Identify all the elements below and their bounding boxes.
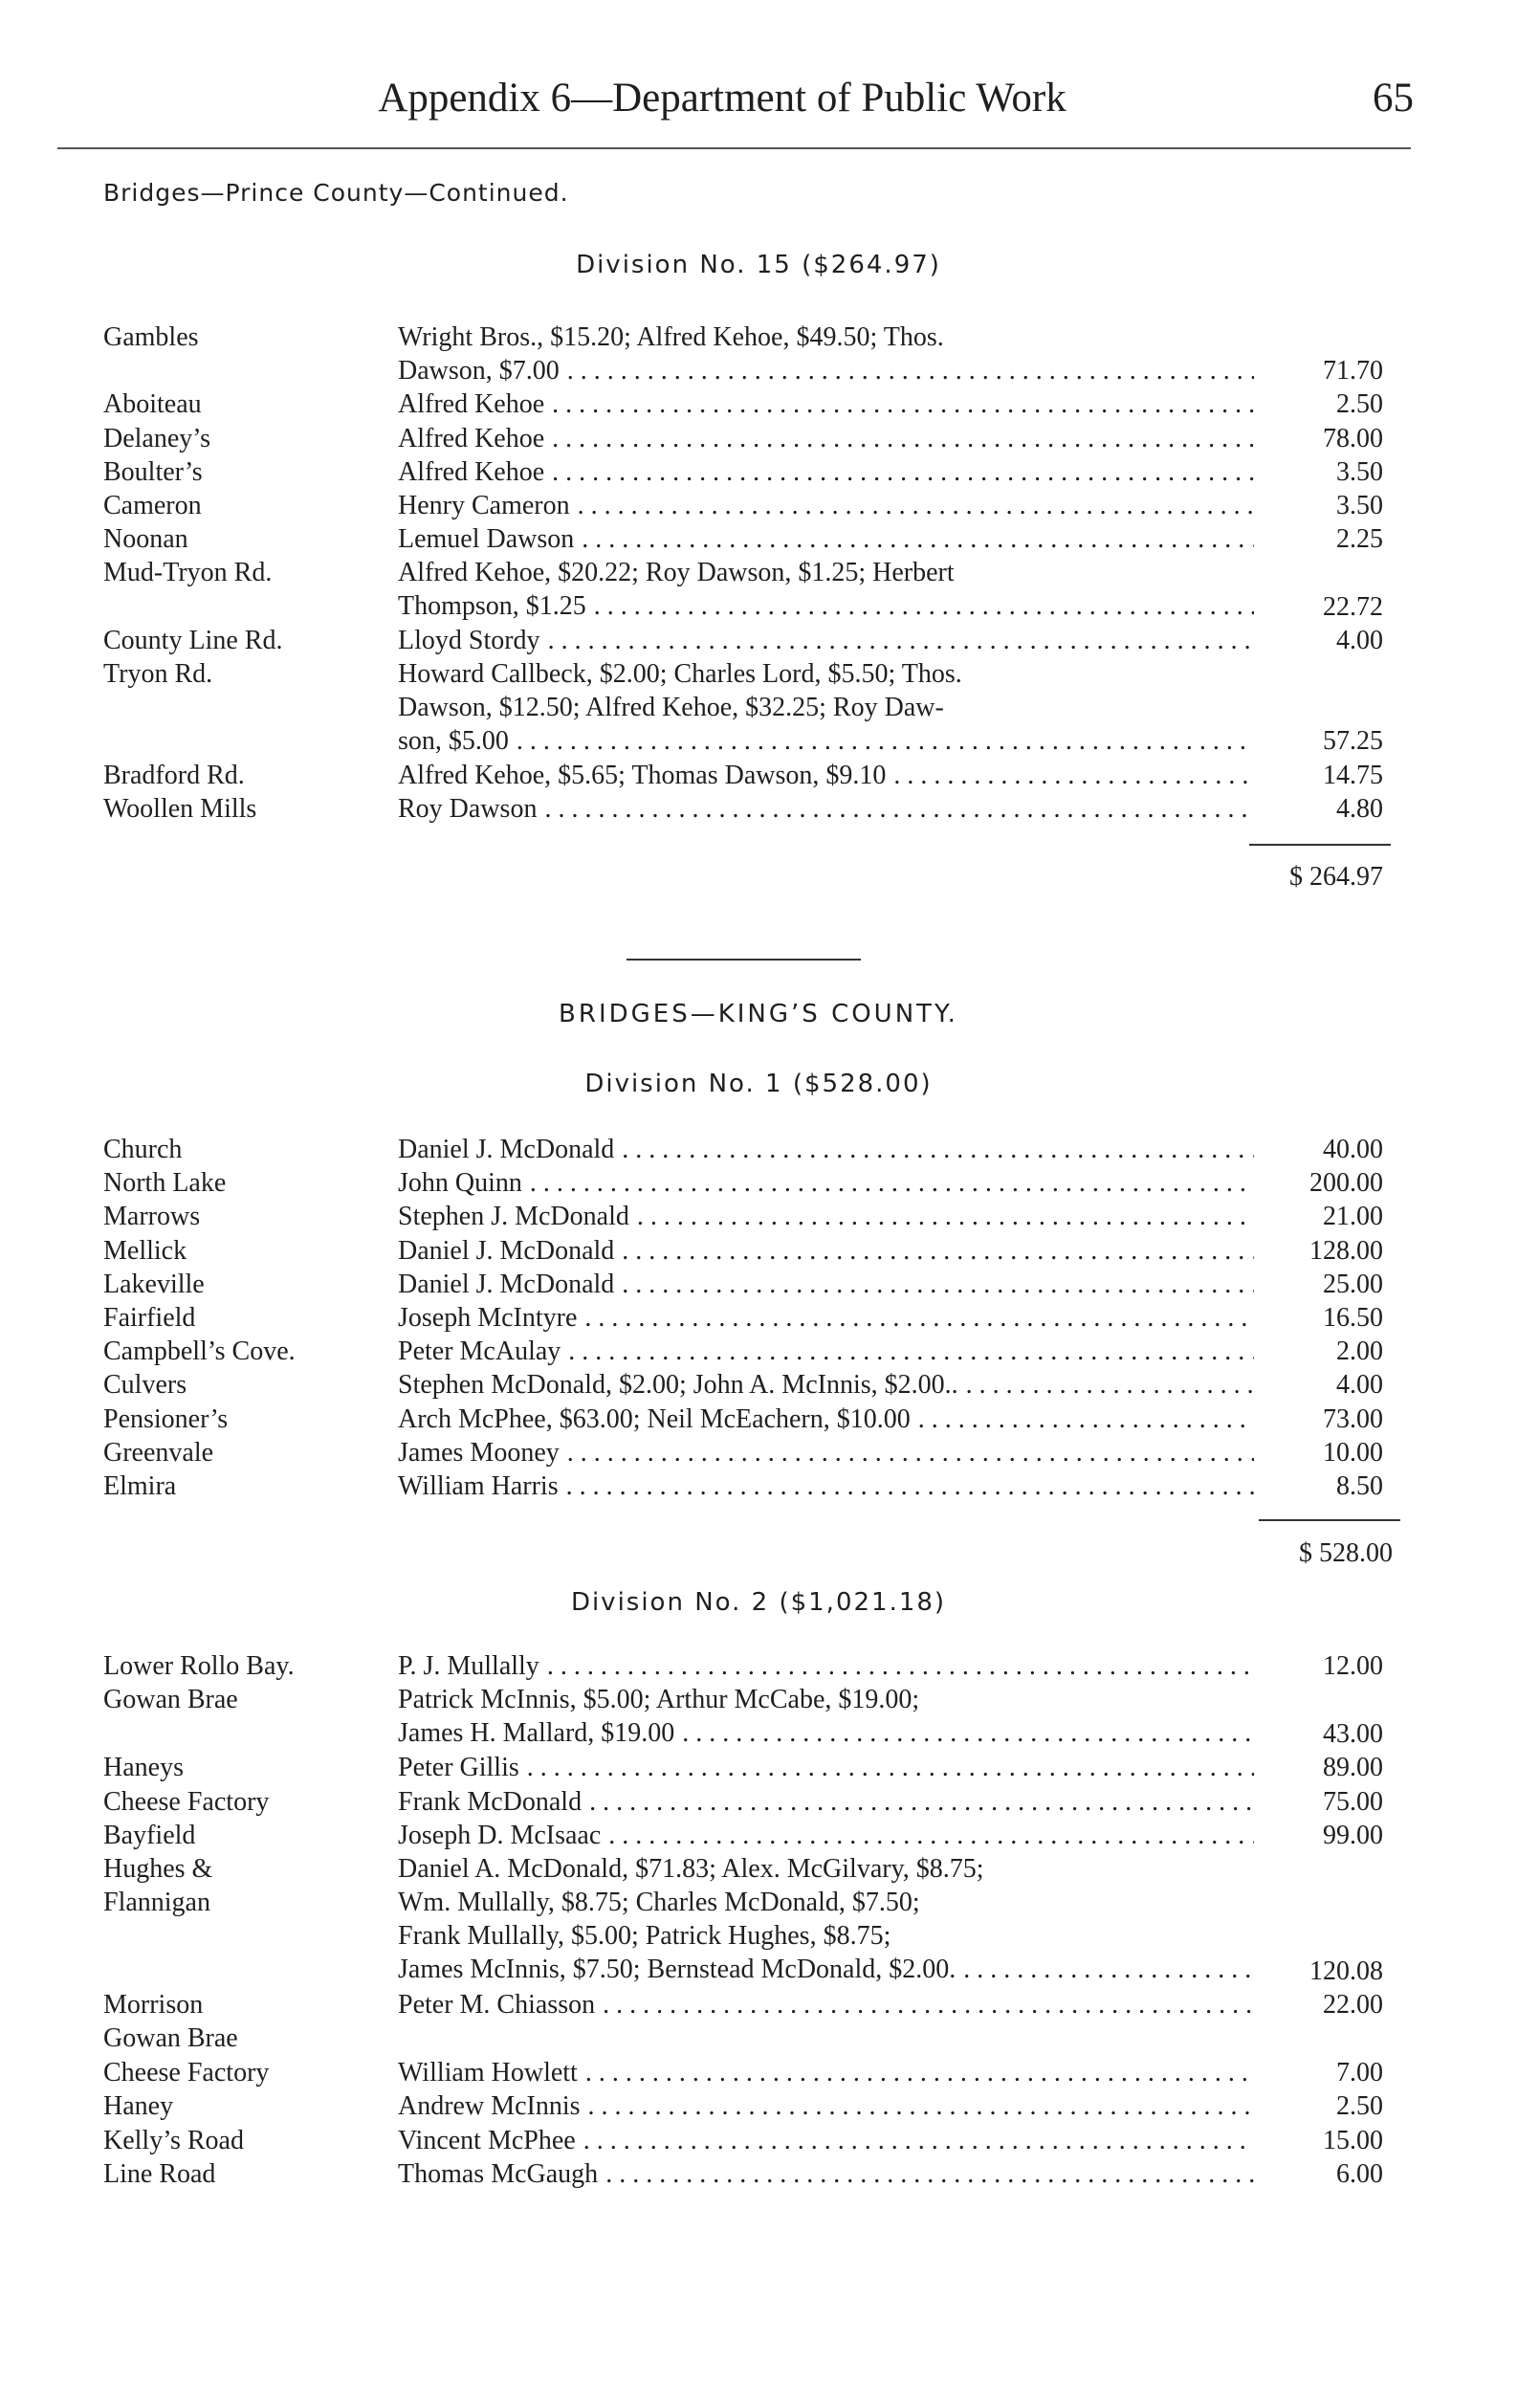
place-name: Culvers bbox=[103, 1370, 187, 1401]
division-1-sum-rule bbox=[1259, 1519, 1400, 1521]
leader-dots bbox=[595, 1988, 1254, 2021]
payee-entry bbox=[398, 1234, 1254, 1268]
leader-dots bbox=[574, 522, 1254, 556]
amount: 6.00 bbox=[1336, 2159, 1383, 2189]
leader-dots bbox=[956, 1953, 1254, 1986]
leader-dots bbox=[629, 1200, 1254, 1233]
payee-text: James H. Mallard, $19.00 bbox=[398, 1718, 675, 1749]
amount: 89.00 bbox=[1323, 1753, 1383, 1783]
amount: 25.00 bbox=[1323, 1269, 1383, 1299]
place-name: Gowan Brae bbox=[103, 2023, 238, 2054]
payee-text: Lloyd Stordy bbox=[398, 625, 540, 655]
place-name: Gowan Brae bbox=[103, 1685, 238, 1715]
amount: 73.00 bbox=[1323, 1403, 1383, 1434]
amount: 22.72 bbox=[1323, 591, 1383, 622]
amount: 3.50 bbox=[1336, 456, 1383, 487]
leader-dots bbox=[570, 489, 1254, 522]
place-name: Morrison bbox=[103, 1990, 204, 2020]
division-2-heading: Division No. 2 ($1,021.18) bbox=[570, 1588, 947, 1617]
payee-entry bbox=[398, 657, 1254, 758]
payee-entry bbox=[398, 1649, 1254, 1683]
payee-entry bbox=[398, 556, 1254, 623]
amount: 99.00 bbox=[1323, 1821, 1383, 1850]
place-name: Bradford Rd. bbox=[103, 760, 245, 790]
amount: 10.00 bbox=[1323, 1437, 1383, 1468]
payee-text: Wm. Mullally, $8.75; Charles McDonald, $7.50; bbox=[398, 1888, 920, 1918]
division-1-heading: Division No. 1 ($528.00) bbox=[584, 1070, 933, 1098]
payee-entry bbox=[398, 1200, 1254, 1233]
place-name: Cameron bbox=[103, 491, 202, 520]
leader-dots bbox=[544, 455, 1254, 489]
payee-text: Daniel A. McDonald, $71.83; Alex. McGilvary, $8.75; bbox=[398, 1854, 984, 1885]
payee-text: Patrick McInnis, $5.00; Arthur McCabe, $19.00; bbox=[398, 1685, 920, 1715]
payee-text: Howard Callbeck, $2.00; Charles Lord, $5.50; Thos. bbox=[398, 659, 962, 689]
payee-entry bbox=[398, 759, 1254, 792]
place-name: Haneys bbox=[103, 1753, 184, 1783]
place-name: Cheese Factory bbox=[103, 1786, 270, 1817]
payee-text: Alfred Kehoe bbox=[398, 456, 545, 487]
leader-dots bbox=[598, 2157, 1254, 2191]
place-name: Noonan bbox=[103, 524, 188, 555]
place-name: North Lake bbox=[103, 1168, 227, 1199]
leader-dots bbox=[601, 1819, 1254, 1852]
payee-entry bbox=[398, 320, 1254, 387]
leader-dots bbox=[674, 1716, 1254, 1750]
payee-entry bbox=[398, 455, 1254, 489]
place-name: Boulter’s bbox=[103, 456, 203, 487]
place-name: Lower Rollo Bay. bbox=[103, 1651, 295, 1681]
amount: 2.00 bbox=[1336, 1337, 1383, 1367]
amount: 78.00 bbox=[1323, 423, 1383, 453]
place-name: Gambles bbox=[103, 322, 199, 352]
amount: 120.08 bbox=[1309, 1955, 1383, 1986]
leader-dots bbox=[519, 1751, 1254, 1784]
payee-text: William Harris bbox=[398, 1471, 559, 1501]
payee-text: Frank McDonald bbox=[398, 1786, 583, 1817]
amount: 2.50 bbox=[1336, 2091, 1383, 2122]
payee-text: Joseph McIntyre bbox=[398, 1303, 578, 1333]
amount: 4.80 bbox=[1336, 793, 1383, 824]
payee-text: Stephen J. McDonald bbox=[398, 1202, 629, 1232]
payee-text: Thomas McGaugh bbox=[398, 2159, 599, 2189]
payee-text: Vincent McPhee bbox=[398, 2125, 576, 2155]
payee-text: Peter McAulay bbox=[398, 1337, 561, 1367]
place-name: Aboiteau bbox=[103, 389, 202, 420]
payee-text: Alfred Kehoe bbox=[398, 423, 545, 453]
payee-text: Lemuel Dawson bbox=[398, 524, 575, 555]
leader-dots bbox=[539, 1649, 1254, 1683]
leader-dots bbox=[886, 759, 1254, 792]
leader-dots bbox=[958, 1368, 1254, 1402]
payee-entry bbox=[398, 387, 1254, 421]
leader-dots bbox=[614, 1234, 1254, 1268]
amount: 75.00 bbox=[1323, 1786, 1383, 1817]
payee-text: William Howlett bbox=[398, 2057, 578, 2088]
place-name: Bayfield bbox=[103, 1821, 196, 1850]
place-name: Elmira bbox=[103, 1471, 177, 1501]
amount: 57.25 bbox=[1323, 726, 1383, 757]
division-15-heading: Division No. 15 ($264.97) bbox=[576, 251, 941, 279]
amount: 2.25 bbox=[1336, 524, 1383, 555]
leader-dots bbox=[576, 2124, 1254, 2157]
place-name: County Line Rd. bbox=[103, 625, 283, 655]
payee-entry bbox=[398, 1751, 1254, 1784]
payee-text: P. J. Mullally bbox=[398, 1651, 539, 1681]
place-name: Church bbox=[103, 1135, 183, 1164]
payee-entry bbox=[398, 2056, 1254, 2089]
amount: 22.00 bbox=[1323, 1990, 1383, 2020]
place-name: Cheese Factory bbox=[103, 2057, 270, 2088]
payee-entry bbox=[398, 422, 1254, 455]
leader-dots bbox=[537, 792, 1254, 826]
place-name: Woollen Mills bbox=[103, 793, 257, 824]
payee-text: Roy Dawson bbox=[398, 793, 538, 824]
amount: 15.00 bbox=[1323, 2125, 1383, 2155]
leader-dots bbox=[560, 1436, 1254, 1469]
leader-dots bbox=[577, 1301, 1254, 1335]
payee-text: James McInnis, $7.50; Bernstead McDonald, $2.00. bbox=[398, 1955, 956, 1985]
leader-dots bbox=[540, 624, 1254, 657]
payee-entry bbox=[398, 1469, 1254, 1503]
payee-entry bbox=[398, 1133, 1254, 1166]
place-name: Hughes & Flannigan bbox=[103, 1854, 213, 1918]
payee-entry bbox=[398, 2157, 1254, 2191]
payee-entry bbox=[398, 522, 1254, 556]
payee-entry bbox=[398, 1403, 1254, 1436]
division-15-sum-rule bbox=[1249, 844, 1391, 846]
payee-text: Wright Bros., $15.20; Alfred Kehoe, $49.50; Thos. bbox=[398, 322, 944, 352]
payee-text: Andrew McInnis bbox=[398, 2091, 581, 2122]
place-name: Greenvale bbox=[103, 1437, 214, 1468]
payee-text: Alfred Kehoe, $20.22; Roy Dawson, $1.25; Herbert bbox=[398, 558, 955, 588]
amount: 3.50 bbox=[1336, 491, 1383, 520]
payee-text: James Mooney bbox=[398, 1437, 560, 1468]
place-name: Line Road bbox=[103, 2159, 216, 2189]
payee-text: Henry Cameron bbox=[398, 491, 570, 520]
division-1-total: $ 528.00 bbox=[1299, 1538, 1393, 1568]
payee-entry bbox=[398, 1988, 1254, 2021]
payee-text: Peter M. Chiasson bbox=[398, 1990, 596, 2020]
payee-entry bbox=[398, 489, 1254, 522]
place-name: Mellick bbox=[103, 1235, 187, 1266]
amount: 40.00 bbox=[1323, 1135, 1383, 1164]
amount: 128.00 bbox=[1309, 1235, 1383, 1266]
payee-entry bbox=[398, 1335, 1254, 1368]
amount: 8.50 bbox=[1336, 1471, 1383, 1501]
payee-text: Alfred Kehoe bbox=[398, 389, 545, 420]
leader-dots bbox=[522, 1166, 1254, 1200]
leader-dots bbox=[544, 387, 1254, 421]
place-name: Kelly’s Road bbox=[103, 2125, 244, 2155]
payee-text: Daniel J. McDonald bbox=[398, 1135, 615, 1164]
amount: 21.00 bbox=[1323, 1202, 1383, 1232]
leader-dots bbox=[911, 1403, 1254, 1436]
payee-text: Dawson, $12.50; Alfred Kehoe, $32.25; Roy Daw- bbox=[398, 693, 944, 722]
amount: 14.75 bbox=[1323, 760, 1383, 790]
amount: 7.00 bbox=[1336, 2057, 1383, 2088]
leader-dots bbox=[560, 354, 1254, 387]
amount: 12.00 bbox=[1323, 1651, 1383, 1681]
payee-text: Joseph D. McIsaac bbox=[398, 1821, 602, 1850]
section-title: Bridges—Prince County—Continued. bbox=[103, 179, 569, 207]
amount: 4.00 bbox=[1336, 625, 1383, 655]
running-header-title: Appendix 6—Department of Public Work bbox=[378, 76, 1066, 121]
payee-entry bbox=[398, 1683, 1254, 1750]
payee-text: Arch McPhee, $63.00; Neil McEachern, $10.00 bbox=[398, 1403, 911, 1434]
leader-dots bbox=[581, 2089, 1254, 2123]
place-name: Mud-Tryon Rd. bbox=[103, 558, 273, 588]
leader-dots bbox=[578, 2056, 1254, 2089]
payee-text: Alfred Kehoe, $5.65; Thomas Dawson, $9.10 bbox=[398, 760, 887, 790]
leader-dots bbox=[544, 422, 1254, 455]
payee-entry bbox=[398, 624, 1254, 657]
amount: 43.00 bbox=[1323, 1718, 1383, 1749]
place-name: Tryon Rd. bbox=[103, 659, 213, 689]
payee-entry bbox=[398, 1368, 1254, 1402]
payee-entry bbox=[398, 1268, 1254, 1301]
place-name: Fairfield bbox=[103, 1303, 196, 1333]
page-number: 65 bbox=[1373, 76, 1414, 121]
payee-text: Frank Mullally, $5.00; Patrick Hughes, $8.75; bbox=[398, 1921, 891, 1952]
leader-dots bbox=[586, 589, 1254, 623]
payee-text: Peter Gillis bbox=[398, 1753, 519, 1783]
place-name: Campbell’s Cove. bbox=[103, 1337, 296, 1367]
payee-text: Thompson, $1.25 bbox=[398, 591, 586, 622]
place-name: Marrows bbox=[103, 1202, 201, 1232]
payee-text: John Quinn bbox=[398, 1168, 522, 1199]
place-name: Lakeville bbox=[103, 1269, 205, 1299]
division-15-total: $ 264.97 bbox=[1289, 862, 1383, 892]
header-rule bbox=[57, 147, 1411, 149]
payee-text: Daniel J. McDonald bbox=[398, 1235, 615, 1266]
payee-entry bbox=[398, 1852, 1254, 1986]
payee-entry bbox=[398, 2124, 1254, 2157]
payee-entry bbox=[398, 1166, 1254, 1200]
leader-dots bbox=[614, 1133, 1254, 1166]
leader-dots bbox=[614, 1268, 1254, 1301]
payee-text: Dawson, $7.00 bbox=[398, 356, 560, 386]
payee-text: Daniel J. McDonald bbox=[398, 1269, 615, 1299]
payee-entry bbox=[398, 1785, 1254, 1819]
leader-dots bbox=[509, 724, 1254, 758]
payee-entry bbox=[398, 1819, 1254, 1852]
payee-entry bbox=[398, 1301, 1254, 1335]
payee-entry bbox=[398, 792, 1254, 826]
amount: 200.00 bbox=[1309, 1168, 1383, 1199]
amount: 2.50 bbox=[1336, 389, 1383, 420]
leader-dots bbox=[561, 1335, 1254, 1368]
section-divider bbox=[627, 959, 861, 961]
payee-entry bbox=[398, 2089, 1254, 2123]
leader-dots bbox=[559, 1469, 1254, 1503]
amount: 71.70 bbox=[1323, 356, 1383, 387]
place-name: Pensioner’s bbox=[103, 1403, 229, 1434]
place-name: Delaney’s bbox=[103, 423, 210, 453]
payee-text: Stephen McDonald, $2.00; John A. McInnis, $2.00.. bbox=[398, 1370, 958, 1401]
amount: 16.50 bbox=[1323, 1303, 1383, 1333]
kings-county-heading: BRIDGES—KING’S COUNTY. bbox=[559, 1000, 958, 1028]
leader-dots bbox=[582, 1785, 1254, 1819]
place-name: Haney bbox=[103, 2091, 174, 2122]
payee-entry bbox=[398, 1436, 1254, 1469]
amount: 4.00 bbox=[1336, 1370, 1383, 1401]
payee-text: son, $5.00 bbox=[398, 726, 509, 756]
